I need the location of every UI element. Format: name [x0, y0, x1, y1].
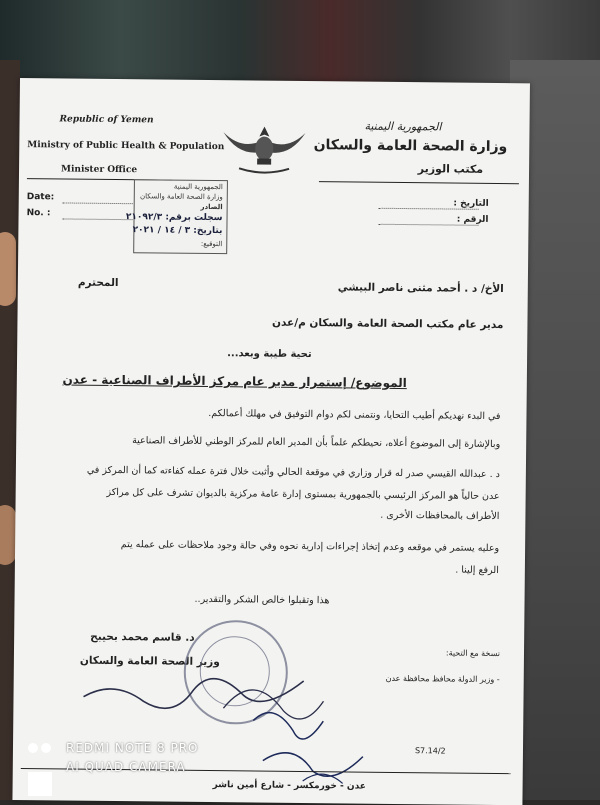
stamp-line: التوقيع:	[200, 239, 223, 249]
paragraph-3-line: وعليه يستمر في موقعه وعدم إتخاذ إجراءات إدارية نحوه وفي حالة وجود ملاحظات على عمله يتم	[120, 539, 500, 555]
date-label-en: Date:	[26, 192, 55, 203]
signer-name: د. قاسم محمد بحيبح	[90, 630, 195, 644]
letter-page	[12, 78, 530, 805]
recipient: الأخ/ د . أحمد مثنى ناصر البيشي	[337, 281, 504, 296]
date-field-line-ar	[379, 208, 479, 210]
subject-line: الموضوع/ إستمرار مدير عام مركز الأطراف الصناعية - عدن	[62, 372, 407, 391]
watermark-model: REDMI NOTE 8 PRO	[66, 741, 199, 755]
no-label-ar: الرقم :	[456, 214, 489, 225]
stamp-number: سجلت برقم: ٢١٠٩٢/٣	[125, 212, 223, 224]
closing: هذا وتقبلوا خالص الشكر والتقدير..	[194, 593, 330, 607]
footer-address: عدن - خورمكسر - شارع أمين ناشر	[212, 780, 367, 792]
paragraph-2-line: عدن حالياً هو المركز الرئيسي بالجمهورية بمستوى إدارة عامة مركزية بالديوان تشرف على كل مراكز	[106, 486, 500, 503]
office-ar: مكتب الوزير	[417, 162, 484, 176]
date-field-line	[63, 202, 133, 204]
copy-label: نسخة مع التحية:	[445, 648, 501, 659]
qr-code	[28, 772, 52, 796]
no-field-line-ar	[378, 224, 478, 226]
office-en: Minister Office	[60, 164, 138, 176]
republic-en: Republic of Yemen	[59, 114, 154, 126]
registry-stamp	[125, 179, 228, 254]
paragraph-2-line: د . عبدالله القيسي صدر له قرار وزاري في موقعة الحالي وأثبت خلال فترة عمله كفاءته كما أن المركز في	[86, 464, 500, 481]
copy-recipient: - وزير الدولة محافظ محافظة عدن	[385, 673, 500, 685]
paragraph-2-line: الأطراف بالمحافظات الأخرى .	[380, 509, 500, 523]
handwritten-note	[243, 700, 394, 792]
date-label-ar: التاريخ :	[453, 198, 489, 209]
no-label-en: No. :	[26, 208, 51, 219]
camera-watermark-icon	[27, 742, 57, 754]
ministry-en: Ministry of Public Health & Population	[27, 140, 225, 153]
recipient-title: مدير عام مكتب الصحة العامة والسكان م/عدن	[271, 316, 504, 332]
watermark-camera: AI QUAD CAMERA	[66, 760, 186, 774]
republic-ar: الجمهورية اليمنية	[364, 119, 442, 134]
yemen-eagle-emblem	[219, 122, 310, 175]
finger	[0, 505, 16, 565]
honorific: المحترم	[77, 276, 119, 290]
paragraph-2-line: وبالإشارة إلى الموضوع أعلاه، نحيطكم علماً بأن المدير العام للمركز الوطني للأطراف الصناعية	[132, 435, 501, 451]
paragraph-3-line: الرفع إلينا .	[455, 564, 499, 577]
signer-title: وزير الصحة العامة والسكان	[79, 654, 220, 669]
finger	[0, 232, 16, 306]
header-rule-right	[319, 181, 519, 184]
stamp-date: بتاريخ: ٣ / ١٤ / ٢٠٢١	[132, 225, 223, 237]
stamp-line: الصادر	[200, 202, 223, 212]
greeting: تحية طيبة وبعد...	[227, 348, 312, 361]
stamp-line: الجمهورية اليمنية	[173, 182, 223, 192]
paragraph-1: في البدء نهديكم أطيب التحايا، ونتمنى لكم دوام التوفيق في مهلك أعمالكم.	[208, 407, 501, 423]
reference-code: S7.14/2	[414, 746, 446, 756]
no-field-line	[63, 218, 133, 220]
stamp-line: وزارة الصحة العامة والسكان	[139, 192, 223, 202]
ministry-ar: وزارة الصحة العامة والسكان	[313, 137, 508, 156]
